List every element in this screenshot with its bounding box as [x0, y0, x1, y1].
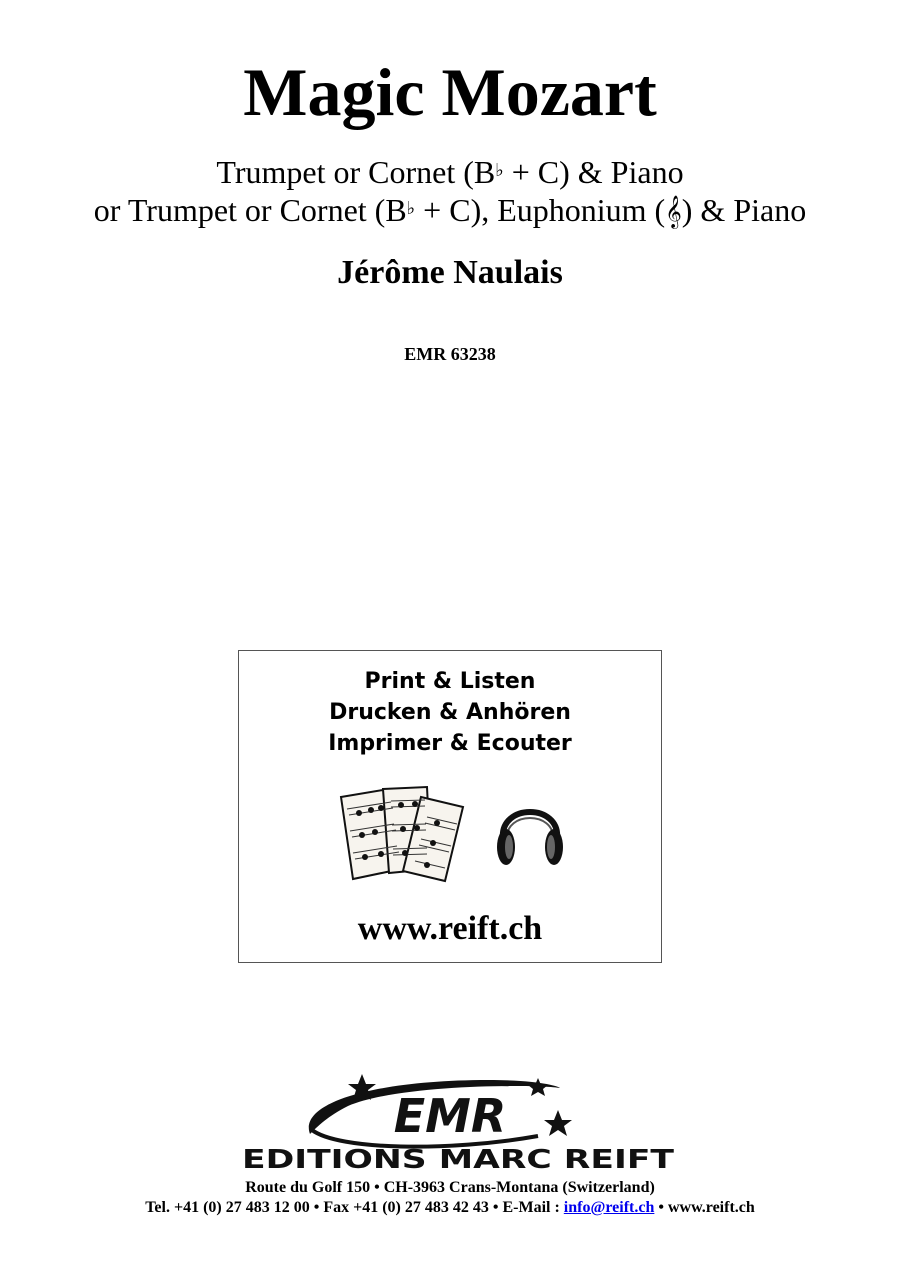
instrumentation-text: Trumpet or Cornet (B	[216, 154, 496, 190]
emr-logo	[238, 1072, 678, 1172]
instrumentation-text: or Trumpet or Cornet (B	[93, 192, 407, 228]
flat-symbol: ♭	[406, 198, 416, 218]
instrumentation-line-1	[0, 152, 900, 192]
logo-emr-text: EMR	[393, 1089, 507, 1143]
treble-clef-icon: 𝄞	[665, 195, 682, 228]
catalog-number: EMR 63238	[404, 344, 496, 364]
instrumentation-text: + C) & Piano	[503, 154, 684, 190]
sheet-music-icon	[337, 783, 467, 883]
promo-line-german: Drucken & Anhören	[329, 700, 571, 725]
promo-line-english: Print & Listen	[364, 669, 536, 694]
print-listen-box	[238, 650, 662, 963]
composer-name: Jérôme Naulais	[337, 254, 563, 291]
email-link[interactable]: info@reift.ch	[563, 1199, 655, 1216]
flat-symbol: ♭	[495, 160, 504, 180]
promo-url[interactable]: www.reift.ch	[357, 910, 543, 947]
headphones-icon	[495, 787, 565, 873]
instrumentation-text: + C), Euphonium (	[415, 192, 666, 228]
contact-website: • www.reift.ch	[654, 1199, 755, 1216]
instrumentation-text: ) & Piano	[681, 192, 807, 228]
page-title: Magic Mozart	[243, 54, 657, 130]
publisher-address: Route du Golf 150 • CH-3963 Crans-Montana (Switzerland)	[245, 1179, 655, 1196]
publisher-name: EDITIONS MARC REIFT	[242, 1145, 675, 1172]
promo-line-french: Imprimer & Ecouter	[328, 731, 572, 756]
publisher-contact	[0, 1198, 900, 1218]
instrumentation-line-2	[0, 190, 900, 232]
contact-phone-fax: Tel. +41 (0) 27 483 12 00 • Fax +41 (0) 27 483 42 43 • E-Mail :	[145, 1199, 564, 1216]
